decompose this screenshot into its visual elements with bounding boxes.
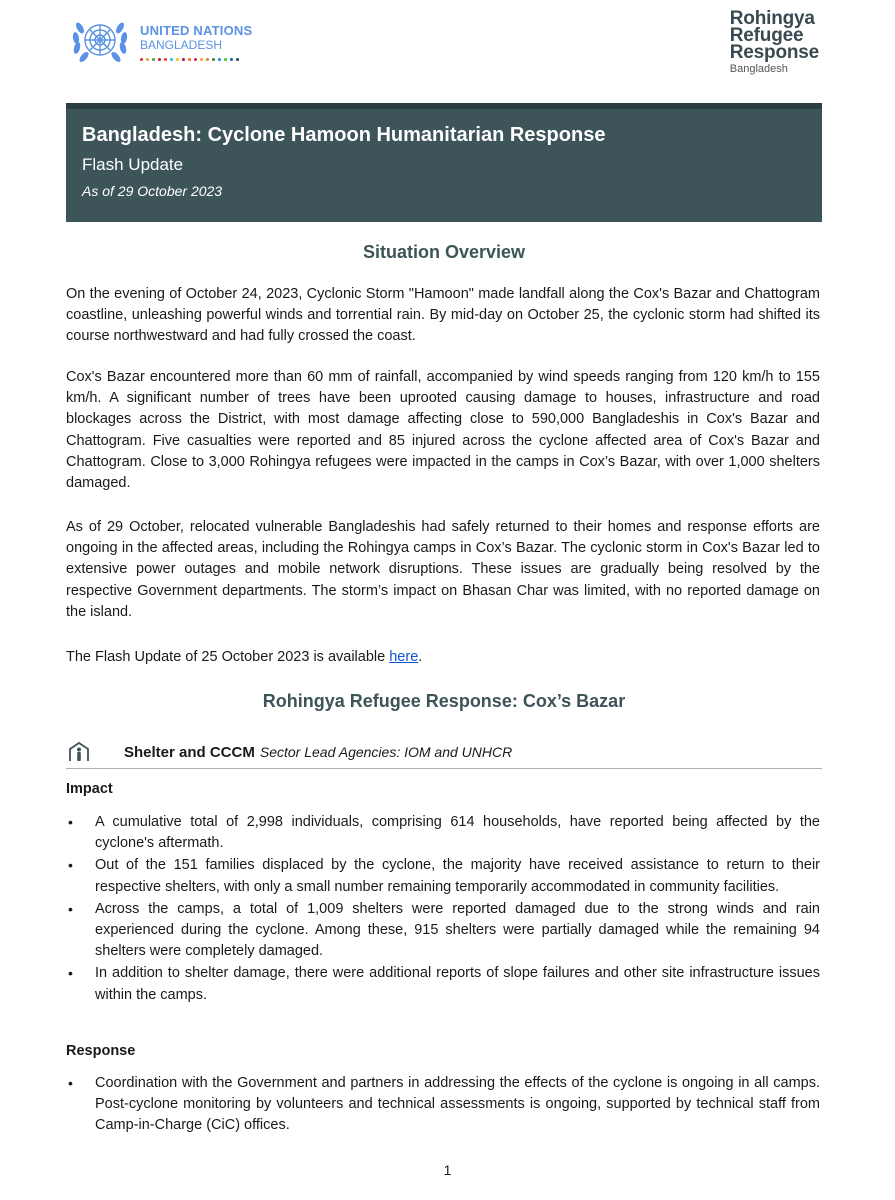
situation-overview-heading: Situation Overview: [362, 242, 526, 262]
flash-update-link[interactable]: here: [389, 649, 419, 665]
sdg-dot: [206, 58, 209, 61]
sdg-dot: [182, 58, 185, 61]
sdg-dot: [188, 58, 191, 61]
sdg-dot: [230, 58, 233, 61]
un-country-text: BANGLADESH: [140, 38, 223, 52]
sdg-dot: [176, 58, 179, 61]
document-subtitle: Flash Update: [82, 155, 184, 174]
un-bangladesh-logo: [68, 14, 252, 70]
flash-update-line: [66, 647, 820, 668]
rrr-logo-line: Rohingya: [729, 8, 815, 29]
response-heading: Response: [66, 1043, 136, 1059]
rohingya-refugee-response-logo: [730, 10, 819, 76]
sector-name: Shelter and CCCM: [124, 743, 255, 761]
sdg-dot: [158, 58, 161, 61]
document-title: Bangladesh: Cyclone Hamoon Humanitarian Response: [82, 124, 606, 146]
situation-paragraph: Cox's Bazar encountered more than 60 mm of rainfall, accompanied by wind speeds ranging from 120 km/h to 155 km/h. A significant number of trees have been uprooted causing damage to houses, infrastructure and road blockages across the District, with most damage affecting close to 590,000 Bangladeshis in Cox's Bazar and Chattogram. Five casualties were reported and 85 injured across the cyclone affected area of Cox's Bazar and Chattogram. Close to 3,000 Rohingya refugees were impacted in the camps in Cox’s Bazar, with over 1,000 shelters damaged.: [66, 369, 820, 492]
flash-update-suffix: .: [418, 649, 423, 665]
document-date: As of 29 October 2023: [82, 183, 223, 199]
flash-update-text: The Flash Update of 25 October 2023 is available: [66, 649, 390, 665]
impact-list: [66, 812, 820, 1007]
un-name-text: UNITED NATIONS: [140, 23, 253, 38]
sector-lead-agencies: Sector Lead Agencies: IOM and UNHCR: [259, 744, 513, 760]
sdg-dot: [218, 58, 221, 61]
rrr-logo-line: Refugee: [729, 25, 804, 46]
list-item: • Out of the 151 families displaced by the cyclone, the majority have received assistance to return to their respective shelters, with only a small number remaining temporarily accommodated in community facilities.: [66, 855, 820, 897]
shelter-icon: [68, 741, 90, 763]
sdg-dot: [224, 58, 227, 61]
sdg-dot: [194, 58, 197, 61]
list-item: • Coordination with the Government and partners in addressing the effects of the cyclone is ongoing in all camps. Post-cyclone monitoring by volunteers and technical assessments is ongoing, supported by technical staff from Camp-in-Charge (CiC) offices.: [66, 1073, 820, 1137]
sector-header: [66, 736, 822, 769]
sdg-dot: [200, 58, 203, 61]
title-banner: [66, 103, 822, 222]
sdg-dot: [140, 58, 143, 61]
rrr-coxs-bazar-heading: Rohingya Refugee Response: Cox’s Bazar: [262, 691, 626, 711]
situation-paragraph: As of 29 October, relocated vulnerable Bangladeshis had safely returned to their homes and response efforts are ongoing in the affected areas, including the Rohingya camps in Cox’s Bazar. The cyclonic storm in Cox's Bazar led to extensive power outages and mobile network disruptions. These issues are gradually being resolved by the respective Government departments. The storm’s impact on Bhasan Char was limited, with no reported damage on the island.: [66, 519, 820, 620]
sdg-dot: [146, 58, 149, 61]
list-item: • In addition to shelter damage, there were additional reports of slope failures and other site infrastructure issues within the camps.: [66, 963, 820, 1005]
un-emblem-icon: [68, 14, 132, 70]
sdg-dot: [236, 58, 239, 61]
sdg-dot: [164, 58, 167, 61]
list-item: • Across the camps, a total of 1,009 shelters were reported damaged due to the strong winds and rain experienced during the cyclone. Among these, 915 shelters were partially damaged while the remaining 94 shelters were completely damaged.: [66, 899, 820, 963]
sdg-dot: [152, 58, 155, 61]
page-number: 1: [443, 1162, 452, 1178]
response-list: [66, 1073, 820, 1138]
sdg-dot: [170, 58, 173, 61]
situation-paragraph: On the evening of October 24, 2023, Cyclonic Storm "Hamoon" made landfall along the Cox's Bazar and Chattogram coastline, unleashing powerful winds and torrential rain. By mid-day on October 25, the cyclonic storm had shifted its course northwestward and had fully crossed the coast.: [66, 286, 820, 345]
sdg-color-dots: [140, 58, 252, 61]
rrr-logo-sub: Bangladesh: [729, 63, 788, 75]
list-item: • A cumulative total of 2,998 individuals, comprising 614 households, have reported being affected by the cyclone's aftermath.: [66, 812, 820, 854]
rrr-logo-line: Response: [729, 42, 819, 63]
sdg-dot: [212, 58, 215, 61]
impact-heading: Impact: [66, 781, 113, 797]
